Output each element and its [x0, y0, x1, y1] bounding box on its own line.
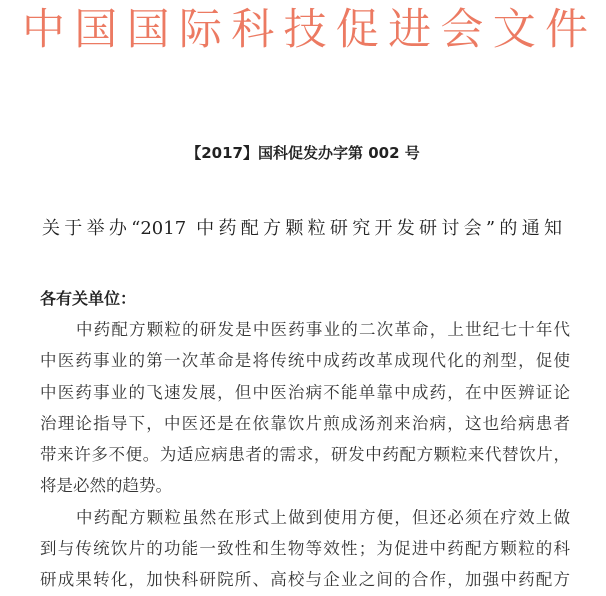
body-line: 将是必然的趋势。: [40, 476, 172, 496]
notice-title: 关于举办“2017 中药配方颗粒研究开发研讨会”的通知: [42, 218, 562, 239]
document-body: [40, 314, 570, 596]
body-line: 中药配方颗粒的研发是中医药事业的二次革命，上世纪七十年代: [76, 320, 570, 339]
body-line: 带来许多不便。为适应病患者的需求，研发中药配方颗粒来代替饮片，: [40, 445, 570, 465]
body-line: 研成果转化，加快科研院所、高校与企业之间的合作，加强中药配方: [40, 570, 570, 590]
document-header: 中国国际科技促进会文件: [22, 5, 588, 55]
document-number: 【2017】国科促发办字第 002 号: [186, 144, 420, 162]
body-line: 到与传统饮片的功能一致性和生物等效性；为促进中药配方颗粒的科: [40, 539, 570, 559]
body-line: 中药配方颗粒虽然在形式上做到使用方便，但还必须在疗效上做: [76, 507, 570, 527]
body-line: 中医药事业的第一次革命是将传统中成药改革成现代化的剂型，促使: [40, 351, 570, 371]
salutation: 各有关单位：: [40, 289, 137, 308]
body-line: 治理论指导下，中医还是在依靠饮片煎成汤剂来治病，这也给病患者: [40, 413, 570, 433]
body-line: 中医药事业的飞速发展，但中医治病不能单靠中成药，在中医辨证论: [40, 382, 570, 402]
